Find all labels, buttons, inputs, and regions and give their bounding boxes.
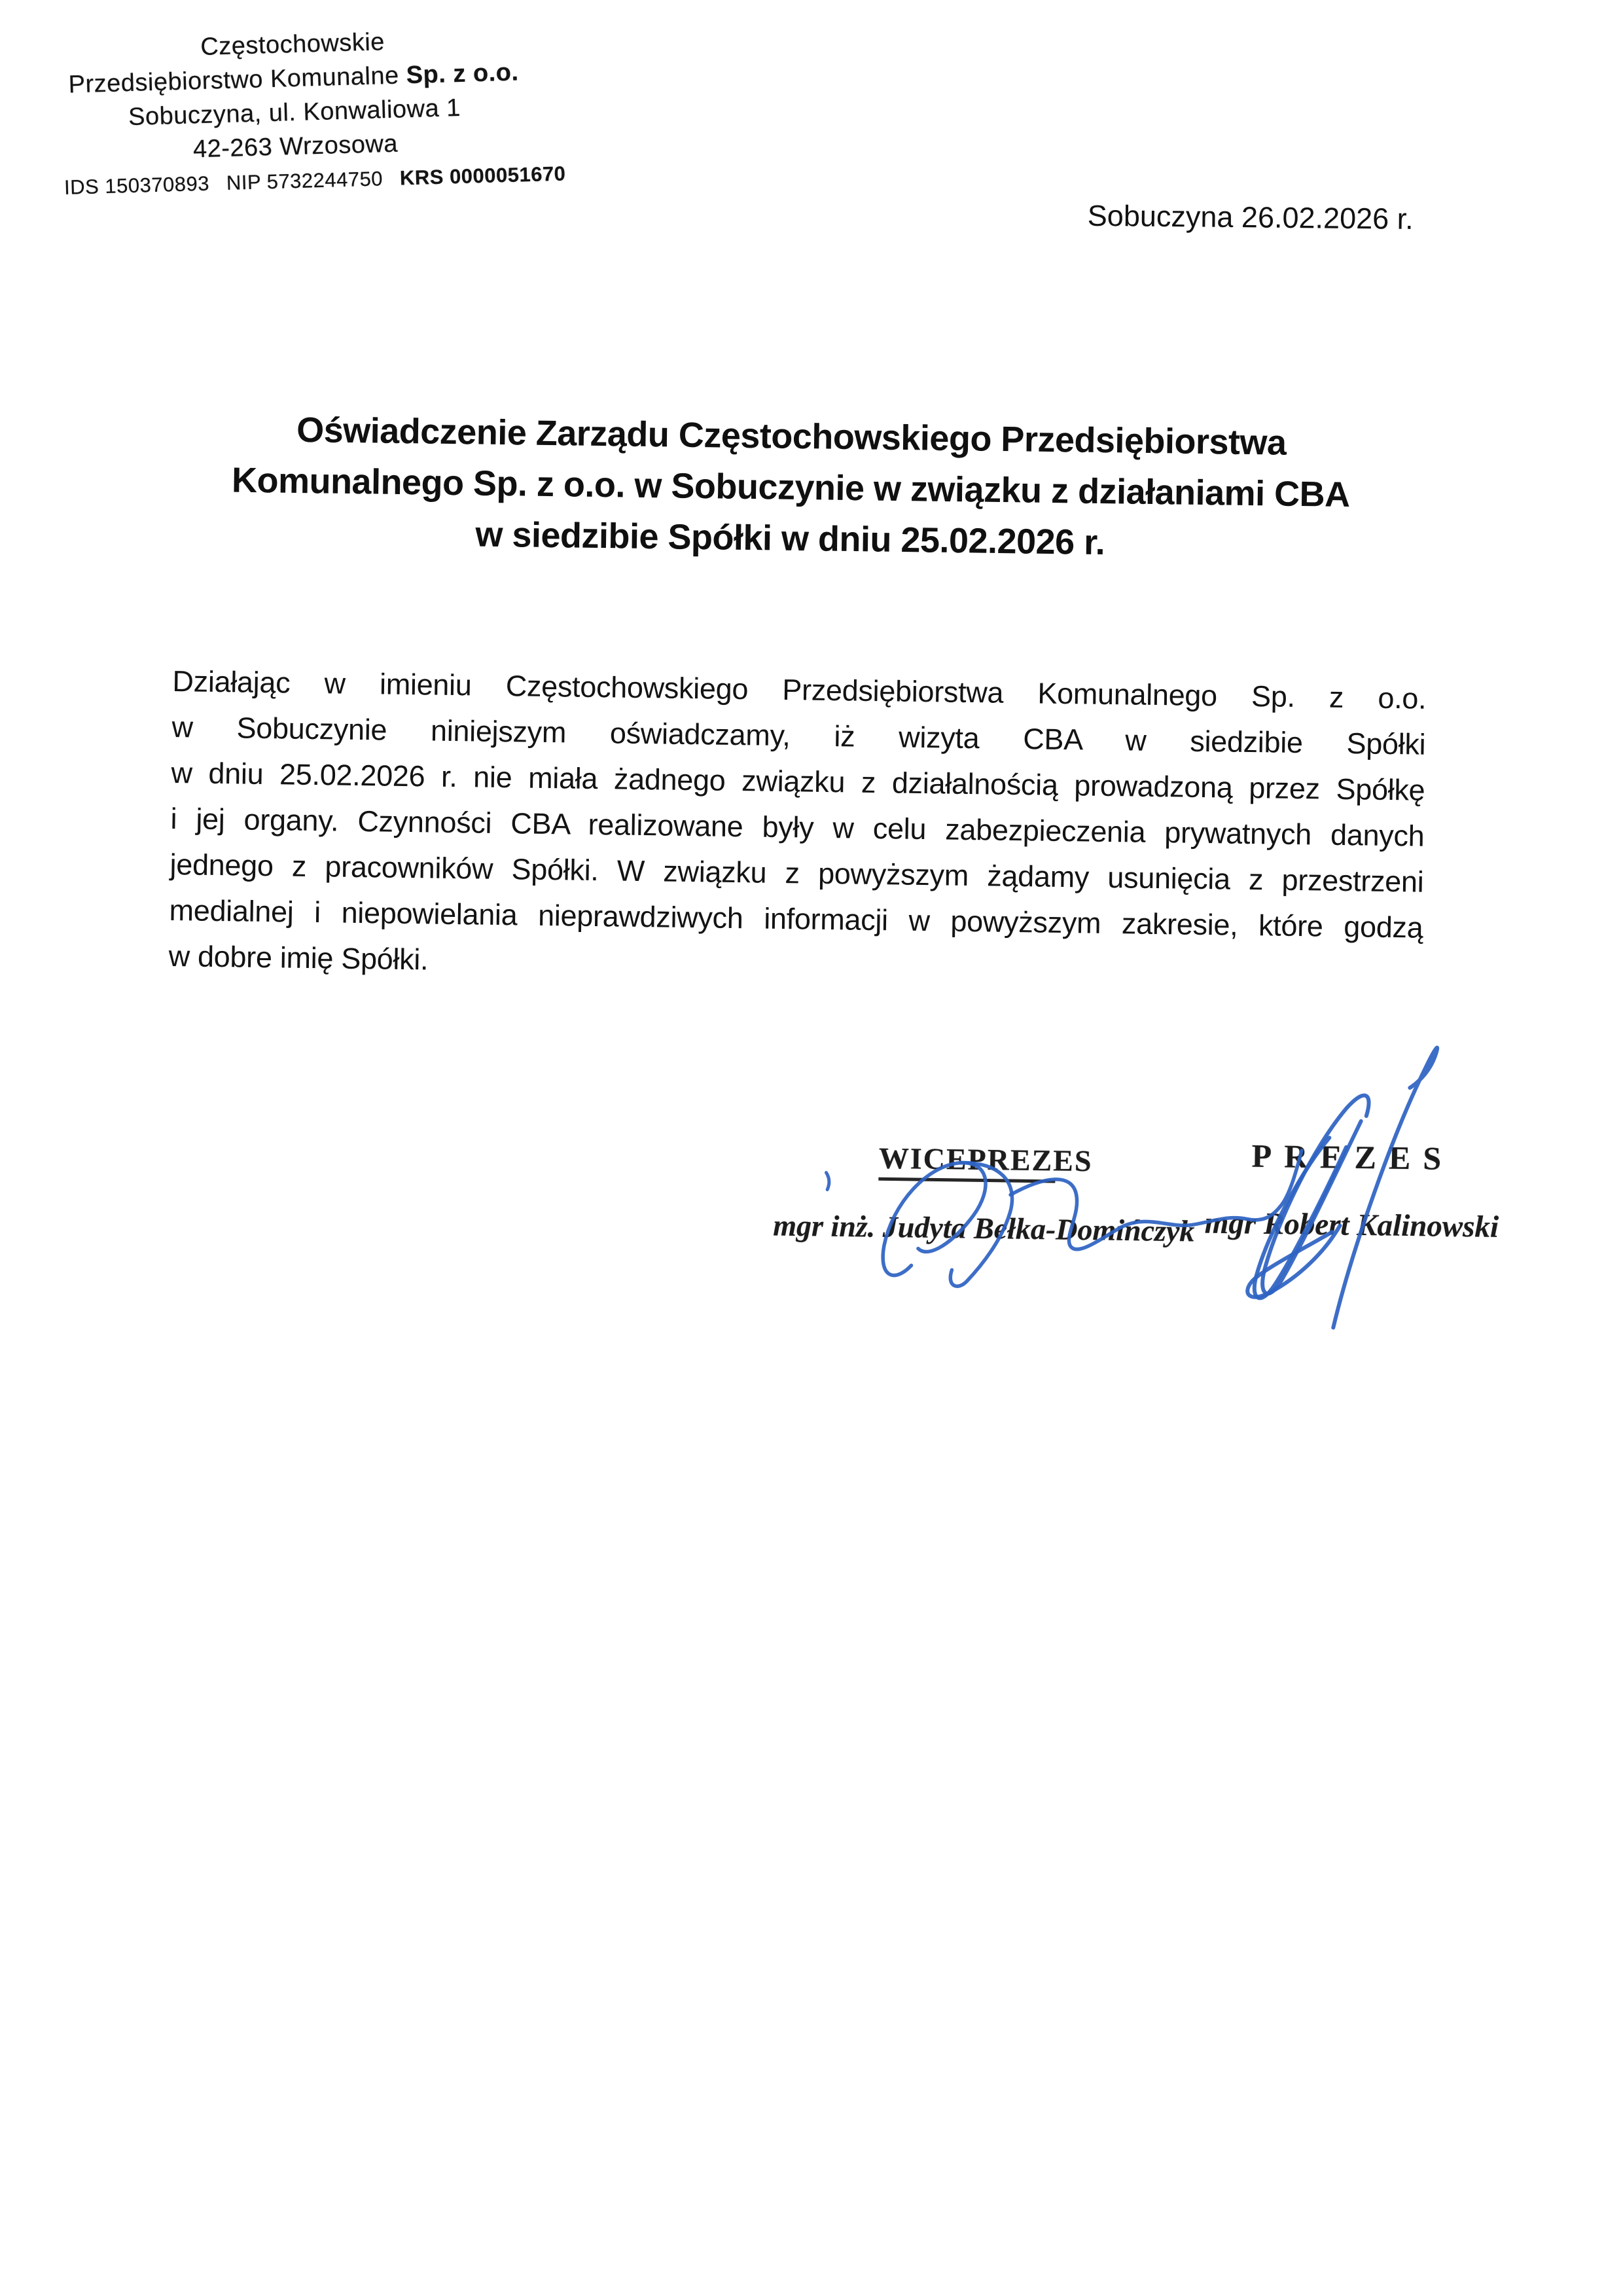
title-line-2: Komunalnego Sp. z o.o. w Sobuczynie w związku z działaniami CBA — [231, 460, 1351, 515]
stamp-nip: NIP 5732244750 — [226, 167, 383, 194]
body-line: w Sobuczynie niniejszym oświadczamy, iż wizyta CBA w siedzibie Spółki — [171, 709, 1426, 761]
document-title — [0, 401, 1584, 575]
body-line: jednego z pracowników Spółki. W związku z powyższym żądamy usunięcia z przestrzeni — [169, 847, 1424, 899]
body-line: w dobre imię Spółki. — [168, 939, 429, 977]
title-line-1: Oświadczenie Zarządu Częstochowskiego Przedsiębiorstwa — [296, 410, 1287, 463]
company-stamp — [60, 21, 566, 203]
body-line: medialnej i niepowielania nieprawdziwych informacji w powyższym zakresie, które godzą — [169, 893, 1423, 944]
stamp-company-line1: Częstochowskie — [200, 28, 385, 61]
signature-section — [746, 1008, 1558, 1477]
president-name-stamp: mgr Robert Kalinowski — [1204, 1206, 1499, 1244]
body-line: i jej organy. Czynności CBA realizowane były w celu zabezpieczenia prywatnych danych — [170, 801, 1425, 853]
title-line-3: w siedzibie Spółki w dniu 25.02.2026 r. — [475, 514, 1105, 563]
body-line: w dniu 25.02.2026 r. nie miała żadnego związku z działalnością prowadzoną przez Spółkę — [171, 755, 1425, 807]
stamp-ids: IDS 150370893 — [63, 171, 210, 199]
stamp-company-line2-normal: Przedsiębiorstwo Komunalne — [68, 62, 400, 99]
stamp-krs: KRS 0000051670 — [399, 162, 566, 190]
stamp-address-street: Sobuczyna, ul. Konwaliowa 1 — [128, 94, 461, 132]
stamp-company-line2-bold: Sp. z o.o. — [406, 58, 520, 90]
body-line: Działając w imieniu Częstochowskiego Przedsiębiorstwa Komunalnego Sp. z o.o. — [172, 664, 1427, 715]
right-signature-ink — [1247, 1045, 1437, 1329]
place-and-date: Sobuczyna 26.02.2026 r. — [1087, 198, 1414, 236]
president-role-stamp: PREZES — [1251, 1137, 1454, 1177]
stamp-address-city: 42-263 Wrzosowa — [192, 130, 399, 164]
vice-president-role-stamp: WICEPREZES — [878, 1141, 1056, 1183]
vice-president-name-stamp: mgr inż. Judyta Bełka-Domińczyk — [773, 1208, 1195, 1248]
handwritten-signatures — [746, 1008, 1558, 1477]
statement-paragraph — [168, 658, 1427, 997]
left-signature-ink — [825, 1144, 1302, 1291]
